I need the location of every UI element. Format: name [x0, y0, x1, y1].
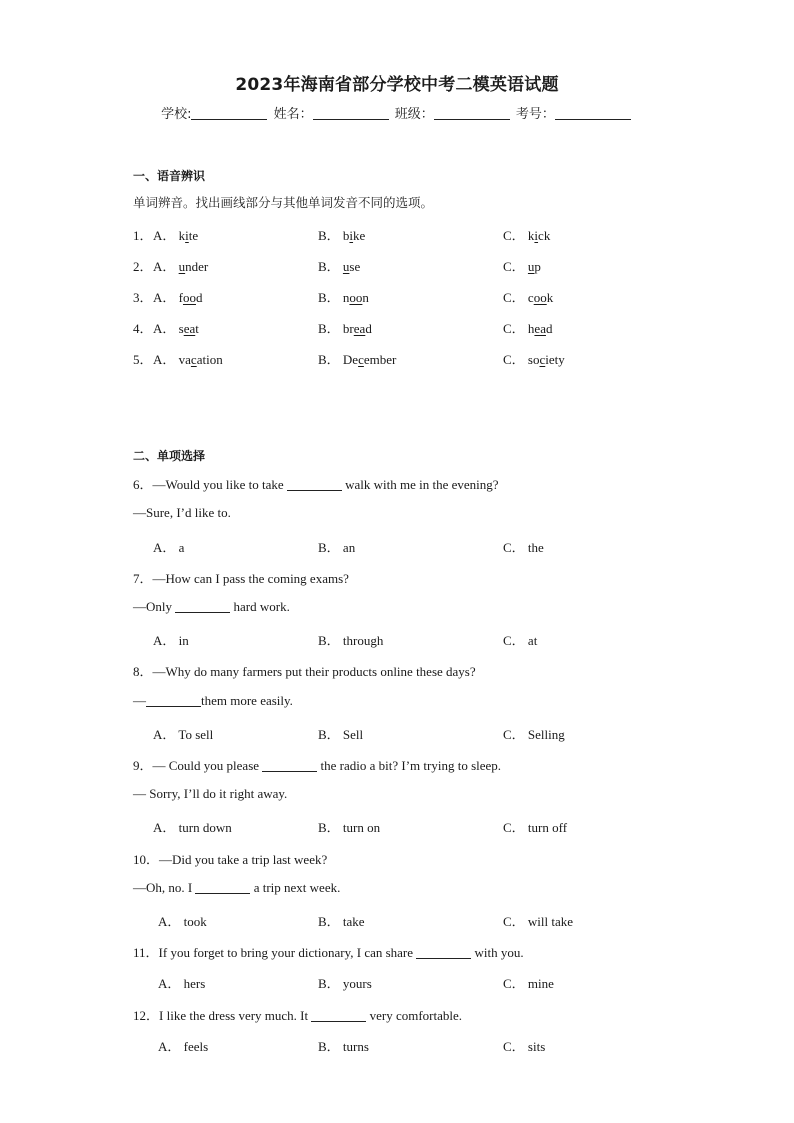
option-label: B．: [318, 540, 340, 555]
option-label: B．: [318, 1039, 340, 1054]
answer-text-part: —: [133, 693, 146, 708]
question-number: 11．: [133, 945, 159, 960]
option-c: [503, 973, 554, 992]
word-part: n: [362, 290, 369, 305]
option-label: A．: [153, 228, 176, 243]
underlined-part: i: [185, 228, 189, 243]
option-label: C．: [503, 259, 525, 274]
field-class-label: 班级：: [394, 107, 434, 122]
option-c: [503, 911, 573, 930]
answer-text-part: — Sorry, I’ll do it right away.: [133, 786, 288, 801]
option-label: B．: [318, 228, 340, 243]
underlined-part: c: [358, 352, 364, 367]
option-label: A．: [158, 976, 181, 991]
option-c: [503, 318, 552, 337]
option-label: B．: [318, 633, 340, 648]
underlined-part: u: [342, 259, 350, 274]
underlined-part: ea: [183, 321, 196, 336]
option-label: A．: [153, 727, 176, 742]
option-c: [503, 349, 565, 368]
question-text: [133, 942, 524, 961]
section-instruction: 单词辨音。找出画线部分与其他单词发音不同的选项。: [133, 195, 434, 210]
option-text: sits: [524, 1039, 546, 1054]
option-text: hers: [180, 976, 206, 991]
word-part: h: [524, 321, 535, 336]
underlined-part: u: [178, 259, 186, 274]
question-number: 5．: [133, 352, 153, 367]
option-label: A．: [153, 633, 176, 648]
option-a: [153, 225, 198, 244]
word-part: d: [195, 290, 203, 305]
option-label: B．: [318, 727, 340, 742]
question-text-part: walk with me in the evening?: [341, 477, 499, 492]
question-text: [133, 755, 501, 774]
word-part: ation: [196, 352, 223, 367]
answer-blank: [311, 1009, 366, 1022]
option-label: B．: [318, 820, 340, 835]
option-text: took: [180, 914, 207, 929]
page-title: 2023年海南省部分学校中考二模英语试题: [235, 75, 559, 95]
question-text-part: If you forget to bring your dictionary, I can share: [158, 945, 417, 960]
option-c: [503, 630, 537, 649]
answer-blank: [175, 600, 230, 613]
word-part: k: [546, 290, 554, 305]
underlined-part: c: [190, 352, 197, 367]
word-part: f: [175, 290, 183, 305]
question-text: [133, 474, 499, 493]
word-part: d: [365, 321, 372, 336]
question-text-part: —Did you take a trip last week?: [159, 852, 328, 867]
option-text: the: [524, 540, 544, 555]
question-number: 1．: [133, 228, 153, 243]
answer-text-part: —Sure, I’d like to.: [133, 505, 231, 520]
option-text: in: [175, 633, 189, 648]
word-part: ember: [363, 352, 397, 367]
answer-text-part: a trip next week.: [250, 880, 341, 895]
word-part: k: [524, 228, 535, 243]
option-label: B．: [318, 290, 340, 305]
option-label: B．: [318, 321, 340, 336]
option-a: [158, 911, 207, 930]
option-text: through: [339, 633, 384, 648]
word-part: n: [339, 290, 350, 305]
option-label: C．: [503, 820, 525, 835]
option-a: [153, 256, 208, 275]
section-heading-choice: 二、单项选择: [133, 449, 206, 463]
question-text: [133, 1005, 462, 1024]
option-label: C．: [503, 1039, 525, 1054]
question-text-part: with you.: [471, 945, 524, 960]
option-a: [153, 318, 199, 337]
option-text: Selling: [524, 727, 565, 742]
answer-blank: [287, 478, 342, 491]
question-text-part: —Would you like to take: [152, 477, 287, 492]
word-part: d: [545, 321, 553, 336]
option-text: a: [175, 540, 185, 555]
option-label: C．: [503, 352, 525, 367]
word-part: nder: [185, 259, 209, 274]
option-b: [318, 287, 369, 306]
option-c: [503, 537, 544, 556]
option-text: turn on: [339, 820, 381, 835]
question-number: 8．: [133, 664, 153, 679]
question-text-part: —How can I pass the coming exams?: [152, 571, 349, 586]
answer-line: [133, 880, 340, 896]
underlined-part: oo: [349, 290, 363, 305]
option-text: yours: [339, 976, 372, 991]
student-info-line: [0, 103, 794, 122]
option-text: Sell: [339, 727, 364, 742]
question-text: [133, 849, 327, 868]
underlined-part: ea: [353, 321, 366, 336]
answer-line: [133, 599, 290, 615]
option-a: [153, 349, 223, 368]
answer-text-part: —Oh, no. I: [133, 880, 196, 895]
option-c: [503, 256, 541, 275]
word-part: ke: [353, 228, 366, 243]
option-label: C．: [503, 633, 525, 648]
field-school-label: 学校:: [161, 107, 192, 122]
option-label: B．: [318, 352, 340, 367]
option-label: A．: [153, 321, 176, 336]
underlined-part: oo: [182, 290, 196, 305]
option-label: A．: [153, 259, 176, 274]
answer-blank: [262, 759, 317, 772]
question-text-part: very comfortable.: [366, 1008, 463, 1023]
question-text-part: — Could you please: [152, 758, 263, 773]
question-text: [133, 661, 476, 680]
underlined-part: ea: [534, 321, 546, 336]
option-text: feels: [180, 1039, 209, 1054]
option-text: an: [339, 540, 356, 555]
option-b: [318, 318, 372, 337]
option-label: A．: [158, 914, 181, 929]
option-a: [153, 724, 213, 743]
option-b: [318, 225, 365, 244]
option-b: [318, 1036, 369, 1055]
option-text: To sell: [175, 727, 214, 742]
option-label: B．: [318, 259, 340, 274]
question-number: 7．: [133, 571, 153, 586]
option-a: [153, 630, 189, 649]
number-blank: [555, 106, 631, 120]
option-label: C．: [503, 228, 525, 243]
option-a: [153, 287, 202, 306]
answer-text-part: —Only: [133, 599, 176, 614]
option-c: [503, 287, 553, 306]
option-label: A．: [153, 540, 176, 555]
option-c: [503, 817, 567, 836]
question-number: 3．: [133, 290, 153, 305]
option-text: will take: [524, 914, 574, 929]
option-text: turn down: [175, 820, 232, 835]
option-c: [503, 724, 565, 743]
question-number: 9．: [133, 758, 153, 773]
option-label: A．: [153, 290, 176, 305]
underlined-part: i: [534, 228, 539, 243]
option-a: [158, 973, 205, 992]
section-heading-phonetics: 一、语音辨识: [133, 169, 206, 183]
answer-blank: [416, 946, 471, 959]
option-b: [318, 256, 360, 275]
answer-line: [133, 693, 293, 709]
option-label: A．: [158, 1039, 181, 1054]
word-part: c: [524, 290, 534, 305]
option-text: take: [339, 914, 365, 929]
option-label: C．: [503, 976, 525, 991]
field-number-label: 考号：: [515, 107, 555, 122]
question-number: 12．: [133, 1008, 160, 1023]
option-b: [318, 630, 383, 649]
option-a: [158, 1036, 208, 1055]
option-label: C．: [503, 321, 525, 336]
question-number: 2．: [133, 259, 153, 274]
option-b: [318, 817, 380, 836]
option-b: [318, 911, 365, 930]
field-name-label: 姓名：: [273, 107, 313, 122]
class-blank: [434, 106, 510, 120]
question-text: [133, 568, 349, 587]
word-part: va: [175, 352, 191, 367]
answer-text-part: hard work.: [230, 599, 290, 614]
option-label: C．: [503, 290, 525, 305]
option-label: B．: [318, 914, 340, 929]
option-b: [318, 724, 363, 743]
word-part: ck: [538, 228, 551, 243]
word-part: b: [339, 228, 350, 243]
name-blank: [313, 106, 389, 120]
underlined-part: c: [539, 352, 546, 367]
question-text-part: I like the dress very much. It: [159, 1008, 312, 1023]
answer-line: [133, 505, 231, 521]
option-b: [318, 973, 372, 992]
underlined-part: u: [527, 259, 535, 274]
option-text: at: [524, 633, 538, 648]
option-text: turn off: [524, 820, 568, 835]
word-part: t: [195, 321, 199, 336]
answer-line: [133, 786, 287, 802]
option-b: [318, 537, 355, 556]
option-label: C．: [503, 540, 525, 555]
question-text-part: the radio a bit? I’m trying to sleep.: [317, 758, 502, 773]
answer-blank: [146, 694, 201, 707]
word-part: s: [175, 321, 184, 336]
word-part: De: [339, 352, 359, 367]
option-label: A．: [153, 820, 176, 835]
option-text: turns: [339, 1039, 369, 1054]
question-number: 6．: [133, 477, 153, 492]
option-label: A．: [153, 352, 176, 367]
question-number: 4．: [133, 321, 153, 336]
underlined-part: i: [349, 228, 354, 243]
word-part: te: [188, 228, 199, 243]
word-part: k: [175, 228, 186, 243]
option-a: [153, 817, 232, 836]
underlined-part: oo: [533, 290, 547, 305]
option-text: mine: [524, 976, 554, 991]
word-part: p: [534, 259, 541, 274]
option-label: C．: [503, 914, 525, 929]
option-c: [503, 225, 550, 244]
word-part: br: [339, 321, 354, 336]
option-a: [153, 537, 184, 556]
option-label: B．: [318, 976, 340, 991]
word-part: iety: [545, 352, 565, 367]
word-part: so: [524, 352, 540, 367]
option-c: [503, 1036, 545, 1055]
question-number: 10．: [133, 852, 160, 867]
option-b: [318, 349, 396, 368]
school-blank: [191, 106, 267, 120]
answer-blank: [195, 881, 250, 894]
word-part: se: [349, 259, 361, 274]
answer-text-part: them more easily.: [201, 693, 293, 708]
option-label: C．: [503, 727, 525, 742]
question-text-part: —Why do many farmers put their products online these days?: [152, 664, 476, 679]
